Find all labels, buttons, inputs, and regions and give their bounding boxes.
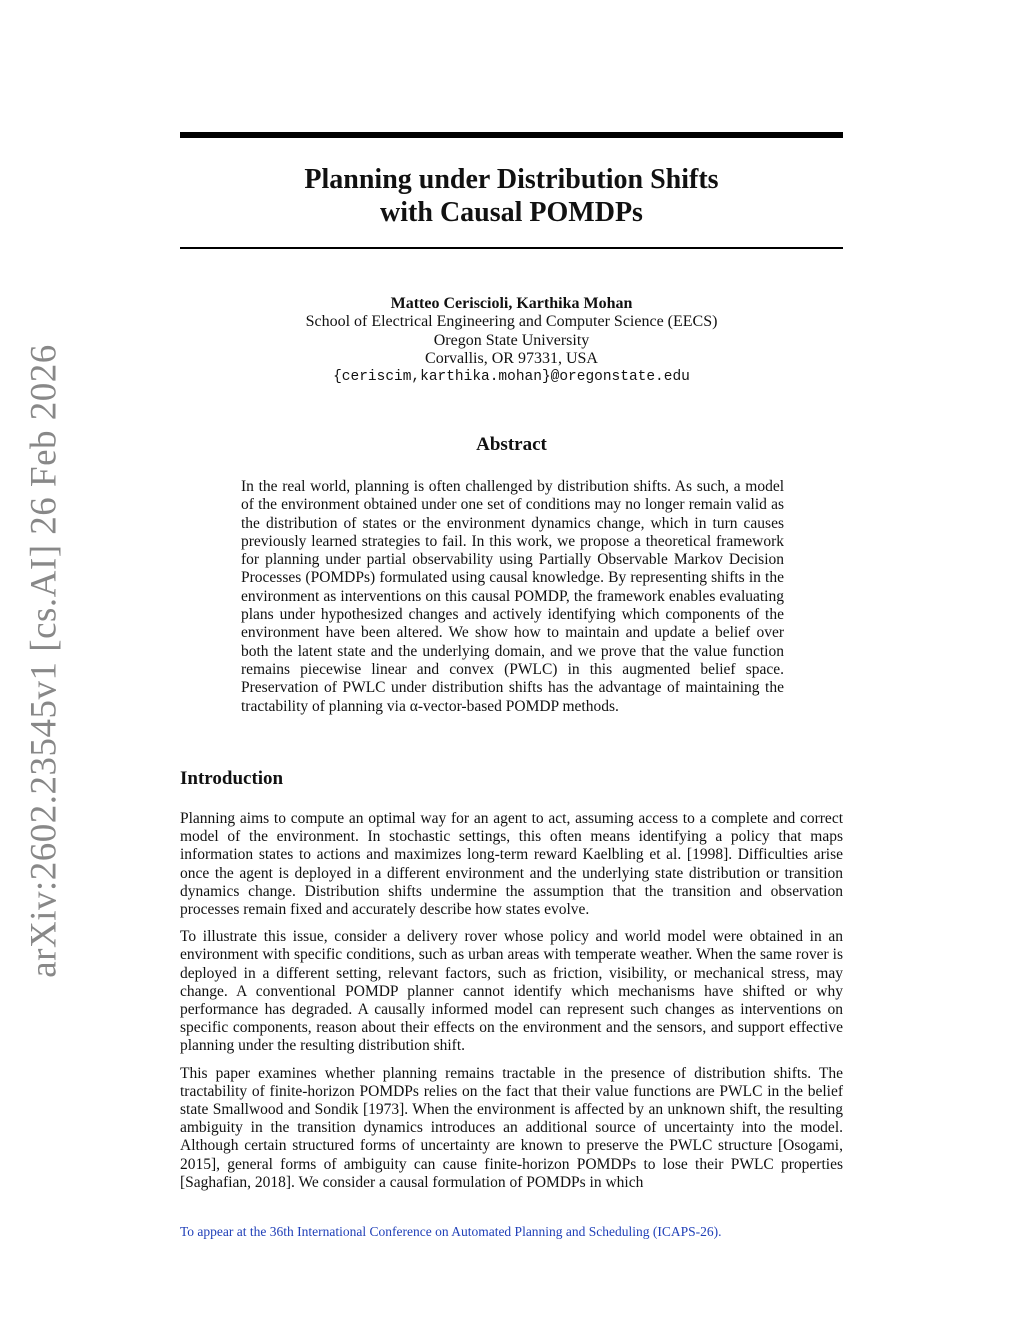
abstract-heading: Abstract [476, 434, 547, 455]
arxiv-identifier-stamp: arXiv:2602.23545v1 [cs.AI] 26 Feb 2026 [23, 344, 65, 978]
intro-paragraph-3: This paper examines whether planning remains tractable in the presence of distribution shifts. The tractability of finite-horizon POMDPs relies on the fact that their value functions are PWLC in the belief state Smallwood and Sondik [1973]. When the environment is affected by an unknown shift, the resulting ambiguity in the transition dynamics introduces an additional source of uncertainty into the model. Although certain structured forms of uncertainty are known to preserve the PWLC structure [Osogami, 2015], general forms of ambiguity can cause finite-horizon POMDPs to lose their PWLC properties [Saghafian, 2018]. We consider a causal formulation of POMDPs in which [180, 1064, 843, 1191]
title-line-2: with Causal POMDPs [380, 197, 643, 228]
introduction-body [180, 810, 843, 1201]
intro-paragraph-1: Planning aims to compute an optimal way for an agent to act, assuming access to a complete and correct model of the environment. In stochastic settings, this often means identifying a policy that maps information states to actions and maximizes long-term reward Kaelbling et al. [1998]. Difficulties arise once the agent is deployed in a different environment and the underlying state distribution or transition dynamics change. Distribution shifts undermine the assumption that the transition and observation processes remain fixed and accurately describe how states evolve. [180, 810, 843, 919]
author-names: Matteo Ceriscioli, Karthika Mohan [390, 295, 633, 312]
author-block [180, 295, 843, 386]
paper-title [180, 163, 843, 229]
address: Corvallis, OR 97331, USA [425, 349, 598, 367]
university: Oregon State University [433, 331, 590, 349]
author-email: {ceriscim,karthika.mohan}@oregonstate.edu [333, 369, 690, 386]
intro-paragraph-2: To illustrate this issue, consider a delivery rover whose policy and world model were obtained in an environment with specific conditions, such as urban areas with temperate weather. When the same rover is deployed in a different setting, relevant factors, such as friction, visibility, or mechanical stress, may change. A conventional POMDP planner cannot identify which mechanisms have shifted or why performance has degraded. A causally informed model can represent such changes as interventions on specific components, reason about their effects on the environment and the sensors, and support effective planning under the resulting distribution shift. [180, 928, 843, 1055]
conference-footnote: To appear at the 36th International Conference on Automated Planning and Scheduling (ICAPS-26). [180, 1224, 722, 1239]
introduction-heading: Introduction [180, 768, 284, 789]
affiliation: School of Electrical Engineering and Computer Science (EECS) [305, 313, 718, 331]
abstract-text: In the real world, planning is often challenged by distribution shifts. As such, a model of the environment obtained under one set of conditions may no longer remain valid as the distribution of states or the environment dynamics change, which in turn causes previously learned strategies to fail. In this work, we propose a theoretical framework for planning under partial observability using Partially Observable Markov Decision Processes (POMDPs) formulated using causal knowledge. By representing shifts in the environment as interventions on this causal POMDP, the framework enables evaluating plans under hypothesized changes and actively identifying which components of the environment have been altered. We show how to maintain and update a belief over both the latent state and the underlying domain, and we prove that the value function remains piecewise linear and convex (PWLC) in this augmented belief space. Preservation of PWLC under distribution shifts has the advantage of maintaining the tractability of planning via α-vector-based POMDP methods. [241, 478, 784, 715]
title-bottom-rule [180, 247, 843, 249]
title-line-1: Planning under Distribution Shifts [304, 164, 719, 195]
title-top-rule [180, 132, 843, 138]
